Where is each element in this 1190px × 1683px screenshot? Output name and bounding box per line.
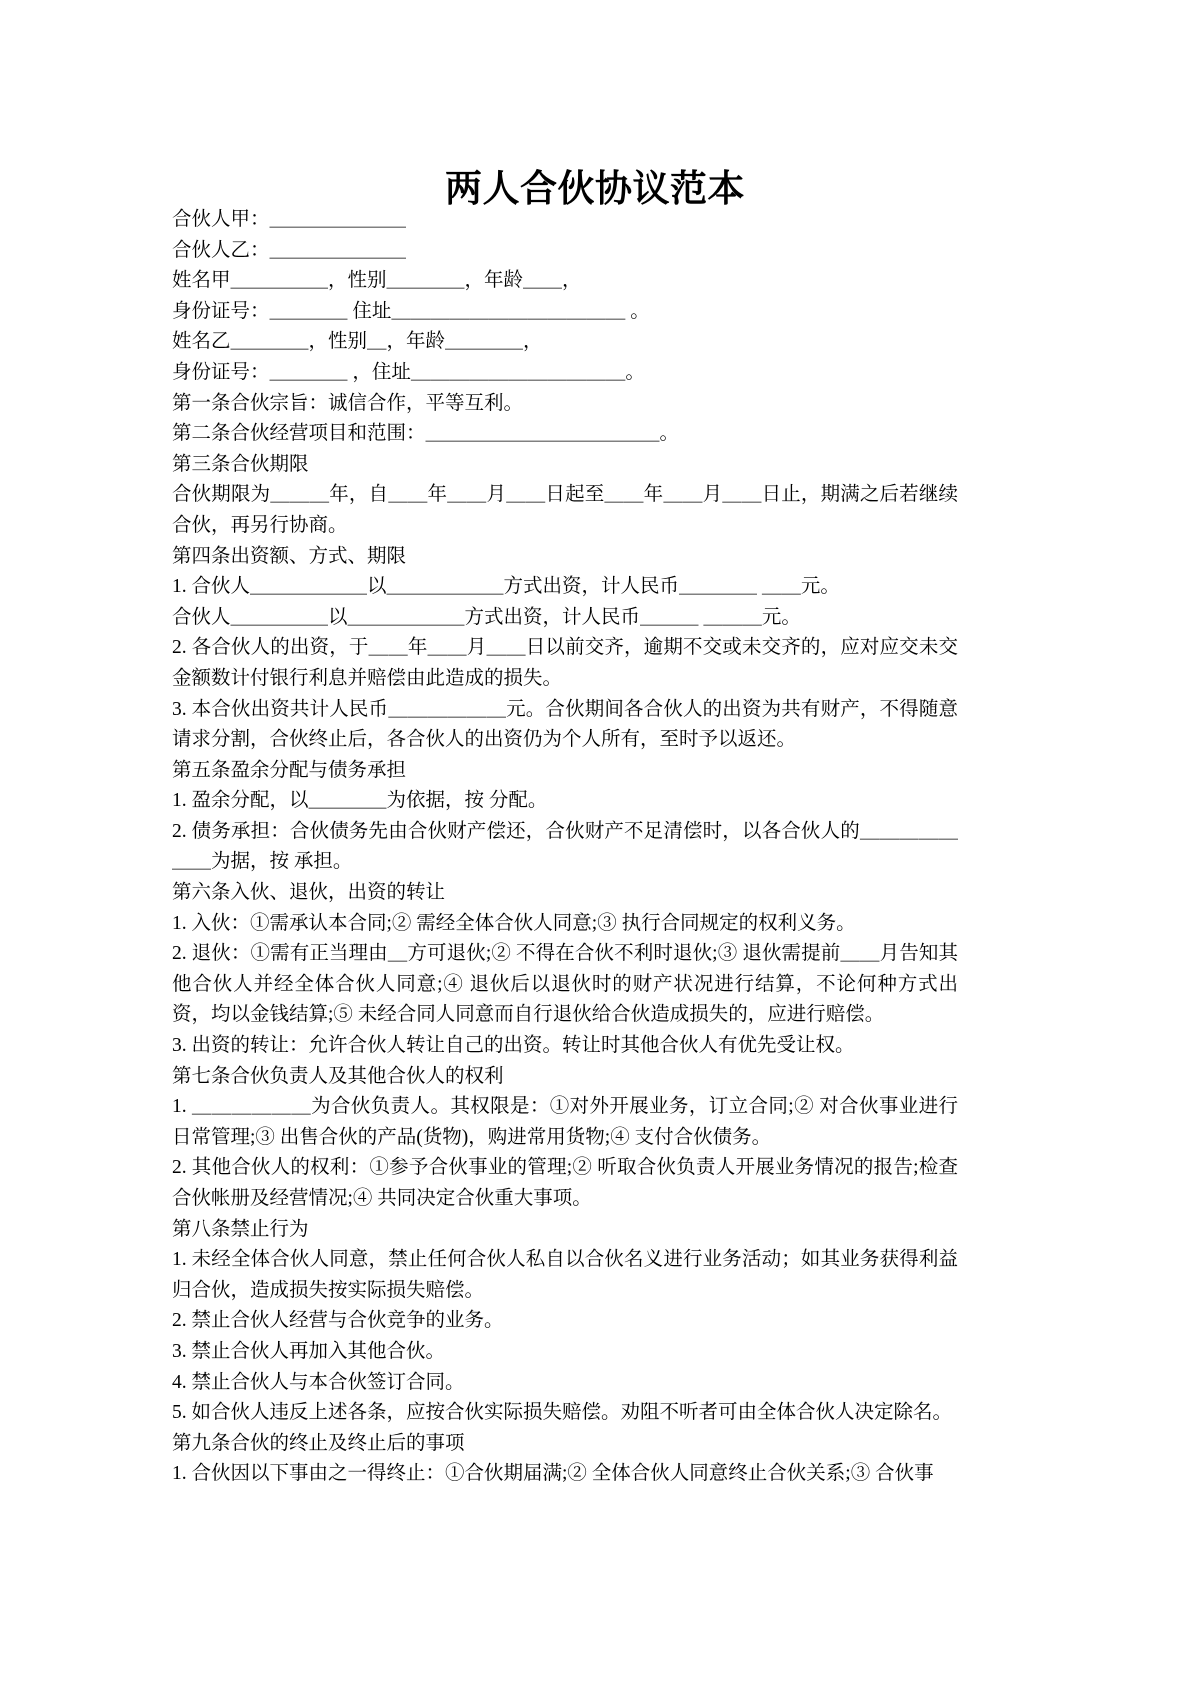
document-line: 5. 如合伙人违反上述各条，应按合伙实际损失赔偿。劝阻不听者可由全体合伙人决定除名。 xyxy=(172,1402,953,1424)
document-line: 合伙期限为＿＿＿年，自＿＿年＿＿月＿＿日起至＿＿年＿＿月＿＿日止，期满之后若继续合伙，再另行协商。 xyxy=(172,484,958,536)
document-line: 2. 各合伙人的出资，于＿＿年＿＿月＿＿日以前交齐，逾期不交或未交齐的，应对应交未交金额数计付银行利息并赔偿由此造成的损失。 xyxy=(172,637,958,689)
document-line: 2. 债务承担：合伙债务先由合伙财产偿还，合伙财产不足清偿时，以各合伙人的＿＿＿＿＿＿＿为据，按 承担。 xyxy=(172,820,958,873)
document-line: 第八条禁止行为 xyxy=(172,1218,309,1240)
document-line: 1. 合伙人＿＿＿＿＿＿以＿＿＿＿＿＿方式出资，计人民币＿＿＿＿ ＿＿元。 xyxy=(172,576,840,598)
document-line: 第三条合伙期限 xyxy=(172,453,309,475)
document-line: 第二条合伙经营项目和范围：＿＿＿＿＿＿＿＿＿＿＿＿。 xyxy=(172,423,680,445)
document-line: 3. 本合伙出资共计人民币＿＿＿＿＿＿元。合伙期间各合伙人的出资为共有财产，不得随意请求分割，合伙终止后，各合伙人的出资仍为个人所有，至时予以返还。 xyxy=(172,698,958,751)
document-line: 1. ＿＿＿＿＿＿为合伙负责人。其权限是：①对外开展业务，订立合同;② 对合伙事业进行日常管理;③ 出售合伙的产品(货物)，购进常用货物;④ 支付合伙债务。 xyxy=(172,1096,958,1148)
document-line: 2. 其他合伙人的权利：①参予合伙事业的管理;② 听取合伙负责人开展业务情况的报告;检查合伙帐册及经营情况;④ 共同决定合伙重大事项。 xyxy=(172,1157,958,1209)
document-line: 身份证号：＿＿＿＿ 住址＿＿＿＿＿＿＿＿＿＿＿＿ 。 xyxy=(172,300,650,322)
document-line: 第九条合伙的终止及终止后的事项 xyxy=(172,1432,465,1454)
document-line: 合伙人乙：＿＿＿＿＿＿＿ xyxy=(172,239,407,261)
page-title: 两人合伙协议范本 xyxy=(445,168,745,210)
document-line: 第六条入伙、退伙，出资的转让 xyxy=(172,882,446,904)
document-line: 合伙人甲：＿＿＿＿＿＿＿ xyxy=(172,209,407,230)
document-line: 第四条出资额、方式、期限 xyxy=(172,545,407,567)
document-line: 姓名乙＿＿＿＿，性别＿，年龄＿＿＿＿， xyxy=(172,331,543,353)
document-line: 3. 禁止合伙人再加入其他合伙。 xyxy=(172,1340,446,1362)
document-line: 1. 盈余分配，以＿＿＿＿为依据，按 分配。 xyxy=(172,790,548,812)
document-line: 第七条合伙负责人及其他合伙人的权利 xyxy=(172,1065,504,1087)
document-line: 2. 禁止合伙人经营与合伙竞争的业务。 xyxy=(172,1310,504,1332)
document-line: 2. 退伙：①需有正当理由＿方可退伙;② 不得在合伙不利时退伙;③ 退伙需提前＿＿月告知其他合伙人并经全体合伙人同意;④ 退伙后以退伙时的财产状况进行结算，不论何种方式出资，均以金钱结算;⑤ 未经合同人同意而自行退伙给合伙造成损失的，应进行赔偿。 xyxy=(172,943,958,1026)
document-line: 第一条合伙宗旨：诚信合作，平等互利。 xyxy=(172,392,524,414)
document-body xyxy=(172,205,958,1490)
document-line: 1. 入伙：①需承认本合同;② 需经全体合伙人同意;③ 执行合同规定的权利义务。 xyxy=(172,912,856,934)
document-line: 3. 出资的转让：允许合伙人转让自己的出资。转让时其他合伙人有优先受让权。 xyxy=(172,1035,855,1057)
document-line: 1. 未经全体合伙人同意，禁止任何合伙人私自以合伙名义进行业务活动；如其业务获得利益归合伙，造成损失按实际损失赔偿。 xyxy=(172,1249,958,1301)
document-line: 合伙人＿＿＿＿＿以＿＿＿＿＿＿方式出资，计人民币＿＿＿ ＿＿＿元。 xyxy=(172,606,801,628)
document-line: 姓名甲＿＿＿＿＿，性别＿＿＿＿，年龄＿＿， xyxy=(172,270,582,292)
document-line: 4. 禁止合伙人与本合伙签订合同。 xyxy=(172,1371,465,1393)
document-line: 第五条盈余分配与债务承担 xyxy=(172,759,407,781)
document-line: 1. 合伙因以下事由之一得终止：①合伙期届满;② 全体合伙人同意终止合伙关系;③ 合伙事 xyxy=(172,1463,934,1485)
document-line: 身份证号：＿＿＿＿ ，住址＿＿＿＿＿＿＿＿＿＿＿。 xyxy=(172,361,645,383)
